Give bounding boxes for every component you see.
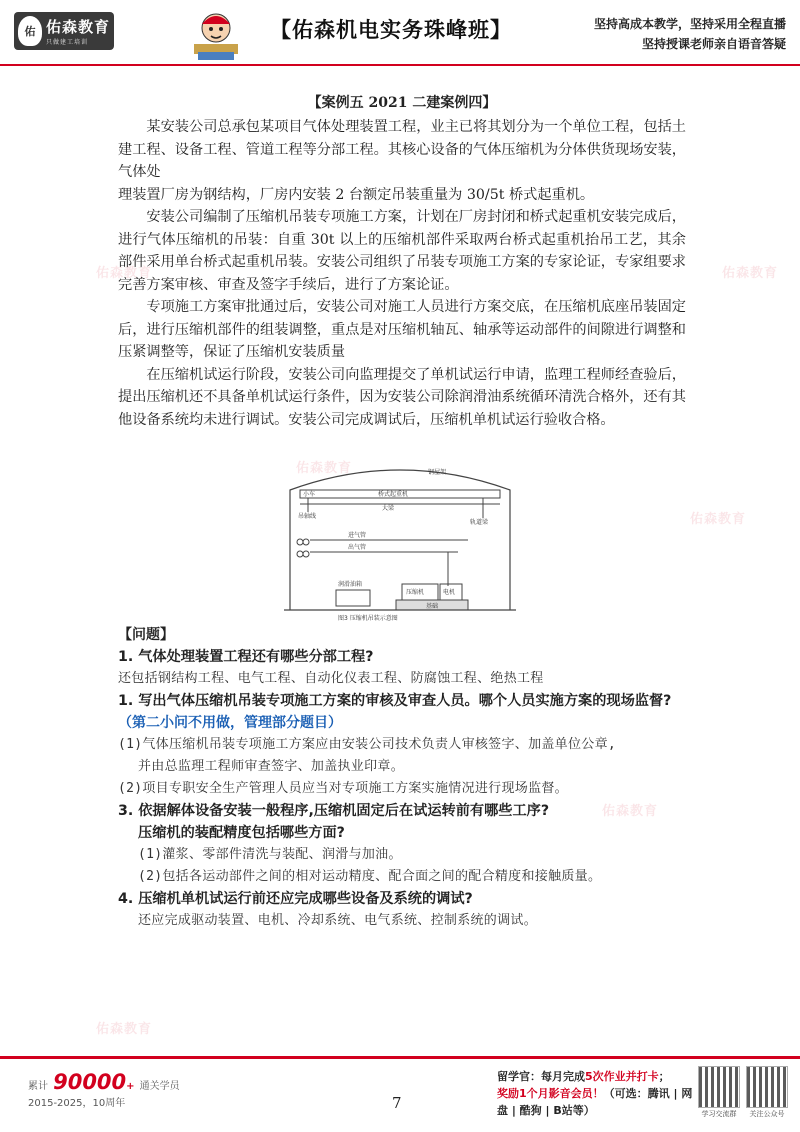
promo-line-1c: ； (658, 1070, 670, 1083)
case-paragraph-2: 理装置厂房为钢结构，厂房内安装 2 台额定吊装重量为 30/5t 桥式起重机。 (118, 186, 595, 203)
page-number: 7 (392, 1094, 402, 1112)
label-crane: 桥式起重机 (378, 491, 409, 498)
header-divider (0, 64, 800, 66)
footer-divider (0, 1056, 800, 1059)
watermark: 佑森教育 (602, 804, 659, 819)
question-3-sub: 压缩机的装配精度包括哪些方面? (138, 825, 345, 841)
qr-code-group[interactable] (698, 1066, 740, 1118)
question-2: 1. 写出气体压缩机吊装专项施工方案的审核及审查人员。哪个人员实施方案的现场监督? (118, 693, 672, 709)
slogan-line-1: 坚持高成本教学，坚持采用全程直播 (593, 17, 786, 31)
header-slogans (594, 14, 786, 54)
question-3: 3. 依据解体设备安装一般程序,压缩机固定后在试运转前有哪些工序? (118, 803, 550, 819)
case-paragraph-5: 在压缩机试运行阶段，安装公司向监理提交了单机试运行申请，监理工程师经查验后，提出压缩机还不具备单机试运行条件，因为安装公司除润滑油系统循环清洗合格外，还有其他设备系统均未进行调试。安装公司完成调试后，压缩机单机试运行验收合格。 (118, 366, 686, 428)
qr-code-icon (746, 1066, 788, 1108)
label-right-side: 轨道梁 (470, 519, 489, 526)
logo-mark-icon: 佑 (18, 16, 42, 46)
qr-code-account[interactable] (746, 1066, 788, 1118)
page-title: 【佑森机电实务珠峰班】 (270, 18, 512, 42)
years-label: 2015-2025，10周年 (28, 1098, 126, 1109)
promo-line-1a: 留学官：每月完成 (497, 1070, 585, 1083)
question-2-note: （第二小问不用做，管理部分题目） (118, 715, 342, 731)
promo-line-2a: 奖励1个月影音会员！ (497, 1087, 604, 1100)
qr-code-icon (698, 1066, 740, 1108)
slogan-line-2: 坚持授课老师亲自语音答疑 (641, 37, 786, 51)
footer-stats: 累计 90000+ 通关学员 2015-2025，10周年 (28, 1070, 180, 1109)
watermark: 佑森教育 (296, 461, 353, 476)
mascot-icon (190, 6, 242, 62)
question-1: 1. 气体处理装置工程还有哪些分部工程? (118, 649, 374, 665)
case-paragraph-4: 专项施工方案审批通过后，安装公司对施工人员进行方案交底，在压缩机底座吊装固定后，进行压缩机部件的组装调整，重点是对压缩机轴瓦、轴承等运动部件的间隙进行调整和压紧调整等，保证了压缩机安装质量 (118, 299, 686, 360)
promo-line-1b: 5次作业并打卡 (585, 1070, 659, 1083)
watermark: 佑森教育 (96, 1022, 153, 1037)
label-motor: 电机 (443, 589, 456, 596)
figure-caption: 图3 压缩机吊装示意图 (338, 615, 398, 622)
answer-3-part-1: (1)灌浆、零部件清洗与装配、润滑与加油。 (138, 847, 402, 862)
page-header (0, 0, 800, 70)
qr-label-account: 关注公众号 (749, 1110, 785, 1118)
label-small-cart: 小车 (303, 491, 316, 498)
footer-promo (497, 1068, 697, 1119)
label-inlet: 进气管 (348, 532, 367, 539)
logo-name: 佑森教育 (46, 18, 111, 36)
answer-2-part-2: 并由总监理工程师审查签字、加盖执业印章。 (138, 759, 405, 774)
answer-4: 还应完成驱动装置、电机、冷却系统、电气系统、控制系统的调试。 (138, 913, 538, 928)
qr-label-group: 学习交流群 (701, 1110, 737, 1118)
count-prefix: 累计 (28, 1081, 48, 1092)
answer-2-part-1: (1)气体压缩机吊装专项施工方案应由安装公司技术负责人审核签字、加盖单位公章, (118, 737, 617, 752)
label-base: 基础 (426, 603, 439, 610)
label-outlet: 出气管 (348, 544, 367, 551)
case-paragraph-1: 某安装公司总承包某项目气体处理装置工程，业主已将其划分为一个单位工程，包括土建工程、设备工程、管道工程等分部工程。其核心设备的气体压缩机为分体供货现场安装，气体处 (118, 119, 686, 180)
questions-heading: 【问题】 (118, 627, 174, 643)
brand-logo (14, 12, 114, 50)
watermark: 佑森教育 (96, 266, 153, 281)
promo-line-2b: （可选：腾讯 | 网盘 | 酷狗 | B站等） (497, 1087, 693, 1117)
label-girder: 大梁 (382, 505, 395, 512)
case-title: 【案例五 2021 二建案例四】 (307, 95, 497, 111)
count-suffix: 通关学员 (139, 1081, 180, 1092)
case-section (118, 92, 686, 431)
qa-section (118, 624, 698, 932)
label-left-side: 吊轴线 (298, 513, 317, 520)
watermark: 佑森教育 (722, 266, 779, 281)
logo-slogan: 只做建工培训 (46, 39, 89, 46)
question-4: 4. 压缩机单机试运行前还应完成哪些设备及系统的调试? (118, 891, 473, 907)
label-pump: 润滑油箱 (338, 581, 363, 588)
answer-1: 还包括钢结构工程、电气工程、自动化仪表工程、防腐蚀工程、绝热工程 (118, 671, 544, 686)
label-compressor: 压缩机 (406, 589, 425, 596)
answer-2-part-3: (2)项目专职安全生产管理人员应当对专项施工方案实施情况进行现场监督。 (118, 781, 568, 796)
watermark: 佑森教育 (690, 512, 747, 527)
answer-3-part-2: (2)包括各运动部件之间的相对运动精度、配合面之间的配合精度和接触质量。 (138, 869, 602, 884)
learner-count: 90000 (53, 1070, 127, 1094)
case-paragraph-3: 安装公司编制了压缩机吊装专项施工方案，计划在厂房封闭和桥式起重机安装完成后，进行气体压缩机的吊装：自重 30t 以上的压缩机部件采取两台桥式起重机抬吊工艺，其余部件采用单台桥式起重机吊装。安装公司组织了吊装专项施工方案的专家论证，专家组要求完善方案审核、审查及签字手续后，进行了方案论证。 (118, 209, 686, 293)
label-roof: 钢屋架 (428, 469, 447, 476)
compressor-lifting-diagram (278, 460, 522, 622)
